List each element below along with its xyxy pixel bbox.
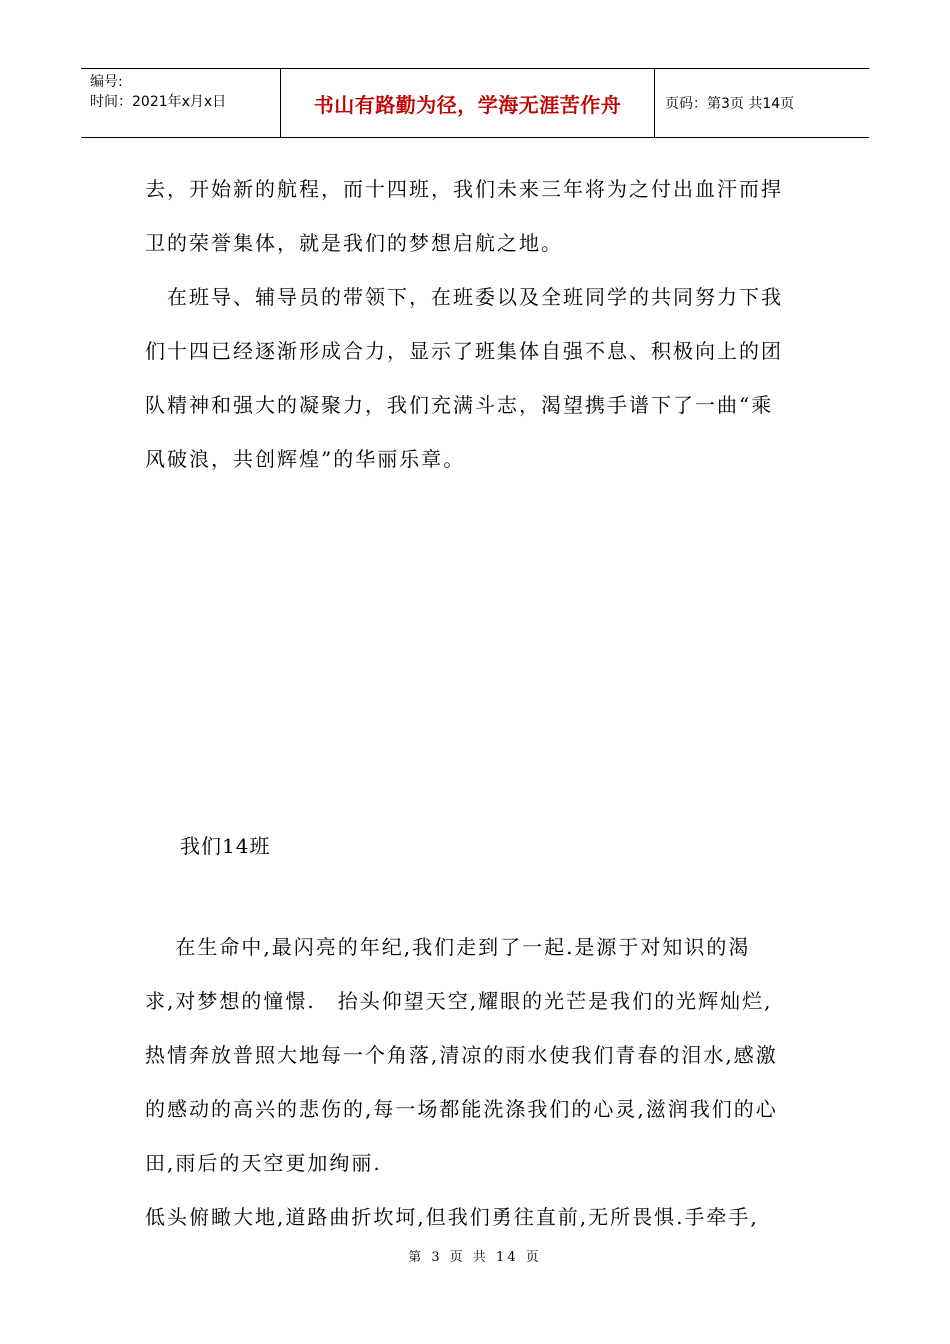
section1-body — [145, 162, 810, 486]
document-number-label: 编号: — [90, 74, 123, 90]
text-line: 去，开始新的航程，而十四班，我们未来三年将为之付出血汗而捍 — [145, 177, 783, 201]
text-line: 的感动的高兴的悲伤的,每一场都能洗涤我们的心灵,滋润我们的心 — [145, 1097, 778, 1121]
section-title: 我们14班 — [180, 834, 271, 858]
text-line: 风破浪，共创辉煌”的华丽乐章。 — [145, 447, 466, 471]
document-time-label: 时间：2021年x月x日 — [90, 94, 227, 110]
header-motto: 书山有路勤为径，学海无涯苦作舟 — [281, 69, 655, 137]
text-line: 在生命中,最闪亮的年纪,我们走到了一起.是源于对知识的渴 — [145, 935, 751, 959]
page-header — [81, 68, 869, 138]
page-footer: 第 3 页 共 14 页 — [408, 1250, 542, 1265]
section2-body — [145, 920, 810, 1244]
text-line: 求,对梦想的憧憬. 抬头仰望天空,耀眼的光芒是我们的光辉灿烂, — [145, 989, 773, 1013]
text-line: 卫的荣誉集体，就是我们的梦想启航之地。 — [145, 231, 563, 255]
text-line: 队精神和强大的凝聚力，我们充满斗志，渴望携手谱下了一曲“乘 — [145, 393, 774, 417]
header-page-info: 页码：第3页 共14页 — [665, 96, 795, 112]
text-line: 热情奔放普照大地每一个角落,清凉的雨水使我们青春的泪水,感激 — [145, 1043, 778, 1067]
text-line: 低头俯瞰大地,道路曲折坎坷,但我们勇往直前,无所畏惧.手牵手, — [145, 1205, 759, 1229]
text-line: 们十四已经逐渐形成合力，显示了班集体自强不息、积极向上的团 — [145, 339, 783, 363]
text-line: 田,雨后的天空更加绚丽. — [145, 1151, 382, 1175]
header-meta — [81, 69, 281, 137]
text-line: 在班导、辅导员的带领下，在班委以及全班同学的共同努力下我 — [145, 285, 783, 309]
